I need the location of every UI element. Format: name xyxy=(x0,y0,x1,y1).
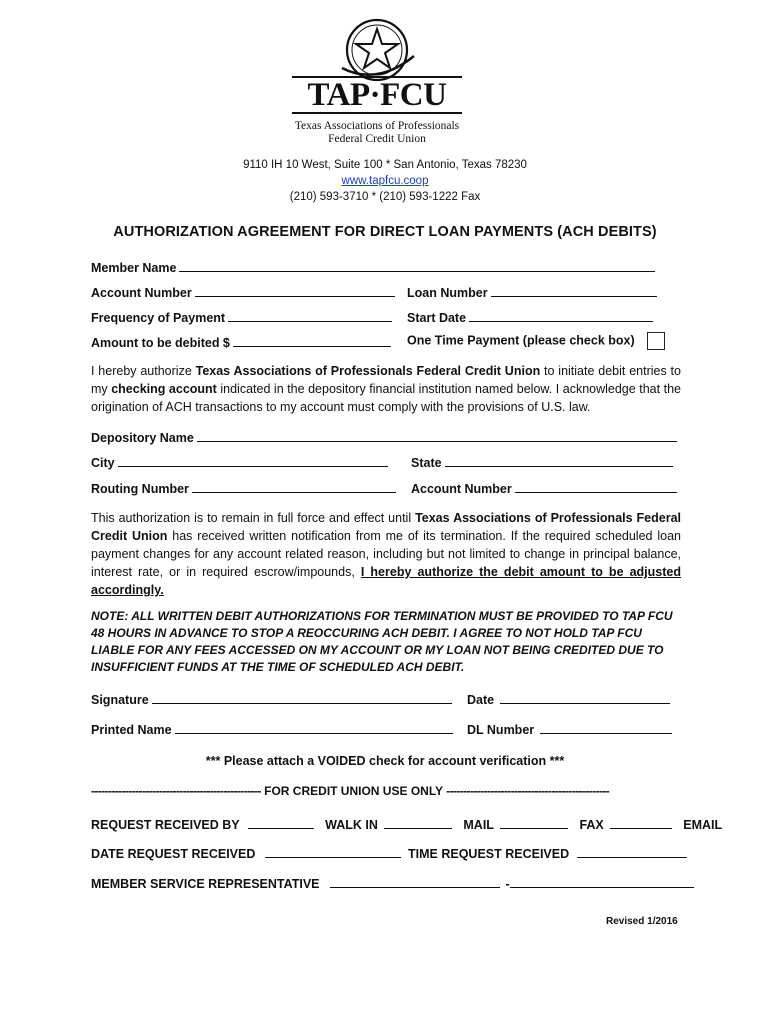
mail-line[interactable] xyxy=(500,816,568,829)
date-request-received-line[interactable] xyxy=(265,845,401,858)
one-time-label: One Time Payment (please check box) xyxy=(407,333,635,348)
org-abbrev: TAP·FCU xyxy=(292,76,462,114)
date-request-received-field[interactable] xyxy=(91,845,401,861)
fax-label: FAX xyxy=(579,818,604,832)
account-number-line[interactable] xyxy=(195,284,395,297)
request-received-by-label: REQUEST RECEIVED BY xyxy=(91,818,240,832)
date-label: Date xyxy=(467,693,495,707)
org-name-line1: Texas Associations of Professionals xyxy=(294,120,460,132)
signature-label: Signature xyxy=(91,693,149,707)
walk-in-label: WALK IN xyxy=(325,818,378,832)
credit-union-use-heading: -------------------------------------------------- FOR CREDIT UNION USE ONLY ------------------------------------------------ xyxy=(91,784,610,798)
one-time-field[interactable] xyxy=(407,332,665,350)
signature-field[interactable] xyxy=(91,691,452,707)
state-label: State xyxy=(411,456,442,470)
depository-name-label: Depository Name xyxy=(91,431,194,445)
printed-name-label: Printed Name xyxy=(91,723,172,737)
start-date-field[interactable] xyxy=(407,309,653,325)
routing-number-field[interactable] xyxy=(91,480,396,496)
depository-name-field[interactable] xyxy=(91,429,677,445)
request-received-by-line[interactable] xyxy=(248,816,314,829)
depository-account-line[interactable] xyxy=(515,480,677,493)
signature-line[interactable] xyxy=(152,691,452,704)
full-force-paragraph: This authorization is to remain in full force and effect until Texas Associations of Professionals Federal Credit Union has received written notification from me of its termination. If the required scheduled loan payment changes for any account related reason, including but not limited to change in principal balance, interest rate, or in required escrow/impounds, I hereby authorize the debit amount to be adjusted accordingly. xyxy=(91,511,681,597)
msr-dash: - xyxy=(505,877,510,891)
state-line[interactable] xyxy=(445,454,673,467)
depository-account-field[interactable] xyxy=(411,480,677,496)
depository-name-line[interactable] xyxy=(197,429,677,442)
account-number-field[interactable] xyxy=(91,284,395,300)
msr-field[interactable] xyxy=(91,875,694,891)
member-name-field[interactable] xyxy=(91,259,655,275)
msr-label: MEMBER SERVICE REPRESENTATIVE xyxy=(91,877,320,891)
routing-number-line[interactable] xyxy=(192,480,396,493)
city-line[interactable] xyxy=(118,454,388,467)
amount-line[interactable] xyxy=(233,334,391,347)
one-time-checkbox[interactable] xyxy=(647,332,665,350)
frequency-line[interactable] xyxy=(228,309,392,322)
time-request-received-line[interactable] xyxy=(577,845,687,858)
msr-line-2[interactable] xyxy=(510,875,694,888)
amount-label: Amount to be debited $ xyxy=(91,336,230,350)
city-label: City xyxy=(91,456,115,470)
email-label: EMAIL xyxy=(683,818,723,832)
routing-number-label: Routing Number xyxy=(91,482,189,496)
time-request-received-field[interactable] xyxy=(408,845,687,861)
page-title: AUTHORIZATION AGREEMENT FOR DIRECT LOAN PAYMENTS (ACH DEBITS) xyxy=(113,224,657,240)
walk-in-line[interactable] xyxy=(384,816,452,829)
phone-fax: (210) 593-3710 * (210) 593-1222 Fax xyxy=(289,191,481,203)
state-field[interactable] xyxy=(411,454,673,470)
revised-date: Revised 1/2016 xyxy=(606,916,678,927)
authorization-paragraph: I hereby authorize Texas Associations of Professionals Federal Credit Union to initiate debit entries to my checking account indicated in the depository financial institution named below. I acknowledge that the origination of ACH transactions to my account must comply with the provisions of U.S. law. xyxy=(91,364,681,414)
member-name-label: Member Name xyxy=(91,261,177,275)
member-name-line[interactable] xyxy=(179,259,655,272)
date-field[interactable] xyxy=(467,691,670,707)
termination-note: NOTE: ALL WRITTEN DEBIT AUTHORIZATIONS FOR TERMINATION MUST BE PROVIDED TO TAP FCU 48 HOURS IN ADVANCE TO STOP A REOCCURING ACH DEBIT. I AGREE TO NOT HOLD TAP FCU LIABLE FOR ANY FEES ACCESSED ON MY ACCOUNT OR MY LOAN NOT BEING CREDITED DUE TO INSUFFICIENT FUNDS AT THE TIME OF SCHEDULED ACH DEBIT. xyxy=(91,609,673,674)
printed-name-field[interactable] xyxy=(91,721,453,737)
start-date-line[interactable] xyxy=(469,309,653,322)
amount-field[interactable] xyxy=(91,334,391,350)
request-received-by-row xyxy=(91,816,722,832)
date-line[interactable] xyxy=(500,691,670,704)
start-date-label: Start Date xyxy=(407,311,467,325)
voided-check-note: *** Please attach a VOIDED check for account verification *** xyxy=(205,754,565,768)
mail-label: MAIL xyxy=(463,818,494,832)
fax-line[interactable] xyxy=(610,816,672,829)
time-request-received-label: TIME REQUEST RECEIVED xyxy=(408,847,570,861)
depository-account-label: Account Number xyxy=(411,482,512,496)
frequency-label: Frequency of Payment xyxy=(91,311,226,325)
loan-number-line[interactable] xyxy=(491,284,657,297)
date-request-received-label: DATE REQUEST RECEIVED xyxy=(91,847,256,861)
address: 9110 IH 10 West, Suite 100 * San Antonio, Texas 78230 xyxy=(243,159,527,171)
org-name-line2: Federal Credit Union xyxy=(328,133,426,145)
dl-number-label: DL Number xyxy=(467,723,535,737)
account-number-label: Account Number xyxy=(91,286,192,300)
printed-name-line[interactable] xyxy=(175,721,453,734)
dl-number-field[interactable] xyxy=(467,721,672,737)
dl-number-line[interactable] xyxy=(540,721,672,734)
msr-line-1[interactable] xyxy=(330,875,500,888)
website-link[interactable]: www.tapfcu.coop xyxy=(341,175,429,187)
loan-number-field[interactable] xyxy=(407,284,657,300)
frequency-field[interactable] xyxy=(91,309,392,325)
loan-number-label: Loan Number xyxy=(407,286,488,300)
city-field[interactable] xyxy=(91,454,388,470)
